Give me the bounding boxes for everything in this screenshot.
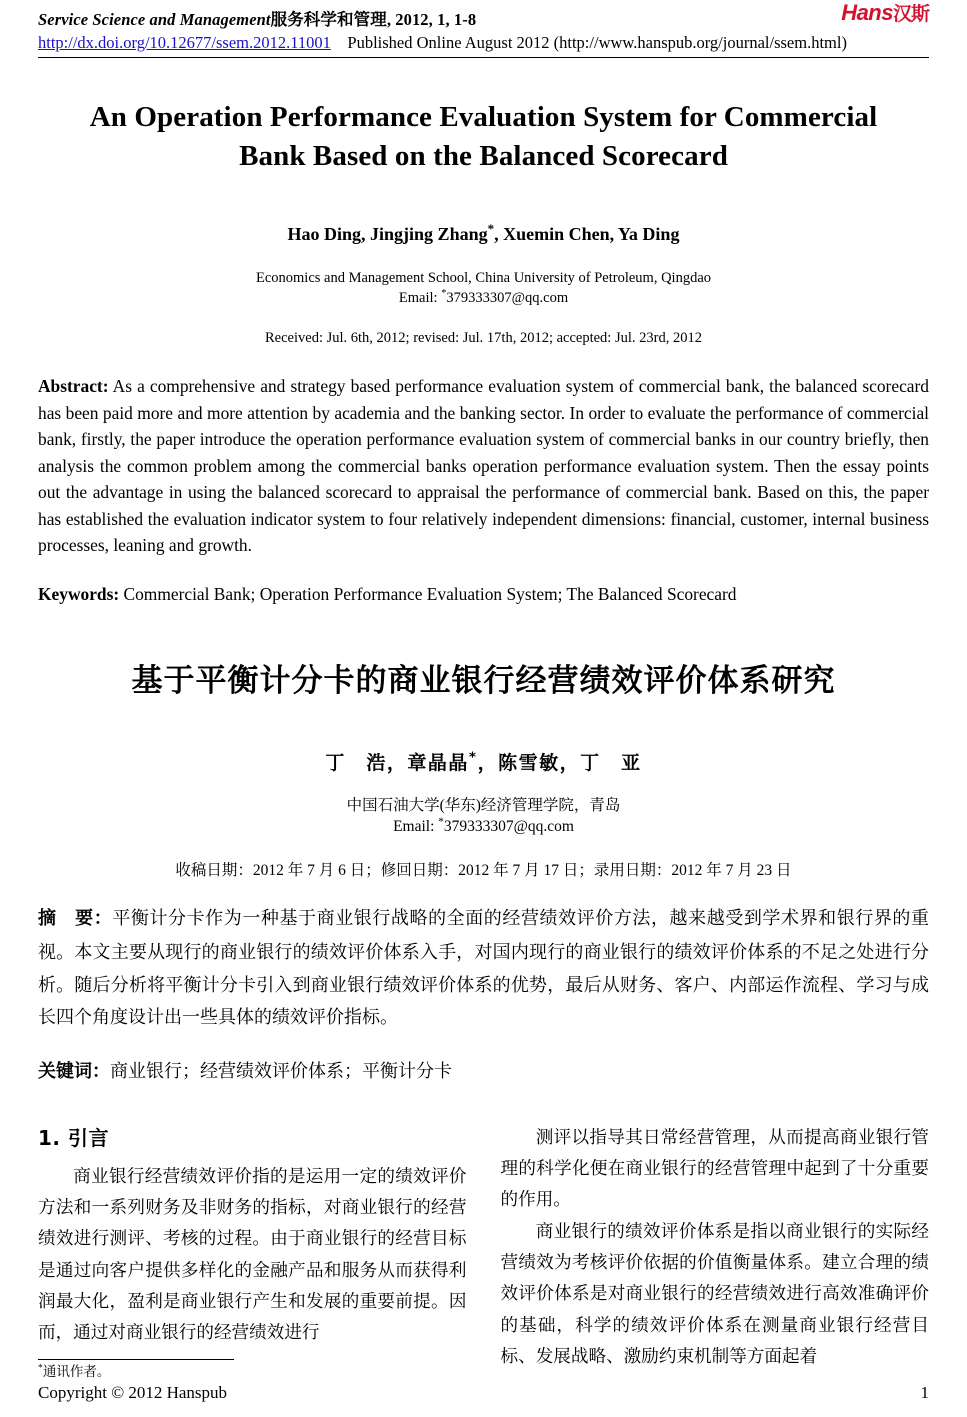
authors-cn-pre: 丁 浩，章晶晶 xyxy=(325,751,469,774)
footnote xyxy=(38,1363,467,1382)
page-title-cn: 基于平衡计分卡的商业银行经营绩效评价体系研究 xyxy=(131,662,836,699)
paragraph-left-1: 商业银行经营绩效评价指的是运用一定的绩效评价方法和一系列财务及非财务的指标，对商业银行的经营绩效进行测评、考核的过程。由于商业银行的经营目标是通过向客户提供多样化的金融产品和服务从而获得利润最大化，盈利是商业银行产生和发展的重要前提。因而，通过对商业银行的经营绩效进行 xyxy=(38,1165,467,1343)
authors-cn xyxy=(38,748,929,775)
header-divider xyxy=(38,57,929,58)
footnote-star-marker: * xyxy=(38,1362,43,1374)
affiliation-en-text: Economics and Management School, China University of Petroleum, Qingdao xyxy=(255,270,712,287)
abstract-en xyxy=(38,373,929,558)
email-address-cn: 379333307@qq.com xyxy=(443,818,574,836)
email-line-cn xyxy=(38,816,929,838)
keywords-cn xyxy=(38,1056,929,1088)
footnote-divider xyxy=(38,1359,234,1360)
paragraph-right-1: 测评以指导其日常经营管理，从而提高商业银行管理的科学化便在商业银行的经营管理中起到了十分重要的作用。 xyxy=(500,1126,929,1210)
footnote-text: 通讯作者。 xyxy=(42,1363,111,1379)
email-label-en: Email: xyxy=(398,289,442,306)
page-number: 1 xyxy=(920,1383,929,1402)
journal-title-en: Service Science and Management xyxy=(38,10,271,29)
body-columns xyxy=(38,1122,929,1382)
authors-en-post: , Xuemin Chen, Ya Ding xyxy=(494,224,680,245)
affiliation-cn-text: 中国石油大学(华东)经济管理学院，青岛 xyxy=(346,796,621,814)
email-star-marker-cn: * xyxy=(438,816,444,829)
running-header xyxy=(38,0,929,58)
keywords-body-cn: 商业银行；经营绩效评价体系；平衡计分卡 xyxy=(110,1061,452,1082)
published-online-text: Published Online August 2012 (http://www.hanspub.org/journal/ssem.html) xyxy=(347,33,847,52)
keywords-label-cn: 关键词： xyxy=(38,1061,110,1083)
column-right xyxy=(501,1122,930,1382)
brand-name-cn: 汉斯 xyxy=(892,4,929,25)
keywords-en xyxy=(38,581,929,607)
abstract-body-cn: 平衡计分卡作为一种基于商业银行战略的全面的经营绩效评价方法，越来越受到学术界和银行界的重视。本文主要从现行的商业银行的绩效评价体系入手，对国内现行的商业银行的绩效评价体系的不足之处进行分析。随后分析将平衡计分卡引入到商业银行绩效评价体系的优势，最后从财务、客户、内部运作流程、学习与成长四个角度设计出一些具体的绩效评价指标。 xyxy=(38,908,930,1028)
email-line-en xyxy=(38,289,929,309)
affiliation-en xyxy=(38,269,929,308)
brand-name-en: Hans xyxy=(841,0,893,25)
page-footer xyxy=(38,1383,929,1403)
abstract-cn xyxy=(38,902,929,1034)
hanspub-logo xyxy=(841,2,929,24)
dates-en: Received: Jul. 6th, 2012; revised: Jul. 17th, 2012; accepted: Jul. 23rd, 2012 xyxy=(265,330,702,347)
copyright-text: Copyright © 2012 Hanspub xyxy=(38,1383,228,1402)
email-label-cn: Email: xyxy=(393,818,439,836)
dates-cn: 收稿日期：2012 年 7 月 6 日；修回日期：2012 年 7 月 17 日；录用日期：2012 年 7 月 23 日 xyxy=(175,862,792,880)
abstract-label-en: Abstract: xyxy=(38,376,109,397)
journal-title-cn: 服务科学和管理 xyxy=(270,10,387,29)
page-title-en: An Operation Performance Evaluation System for Commercial Bank Based on the Balanced Scorecard xyxy=(89,101,878,173)
abstract-body-en: As a comprehensive and strategy based performance evaluation system of commercial bank, the balanced scorecard has been paid more and more attention by academia and the banking sector. In order to evaluate the performance of commercial bank, firstly, the paper introduce the operation performance evaluation system of commercial banks in our country briefly, then analysis the common problem among the commercial banks operation performance evaluation system. Then the essay points out the advantage in using the balanced scorecard to appraisal the performance of commercial bank. Based on this, the paper has established the evaluation indicator system to four relatively independent dimensions: financial, customer, internal business processes, leaning and growth. xyxy=(38,376,929,556)
section-heading-1: 1. 引言 xyxy=(38,1125,109,1150)
journal-issue: , 2012, 1, 1-8 xyxy=(386,10,477,29)
column-left xyxy=(38,1122,467,1382)
paragraph-right-2: 商业银行的绩效评价体系是指以商业银行的实际经营绩效为考核评价依据的价值衡量体系。建立合理的绩效评价体系是对商业银行的经营绩效进行高效准确评价的基础，科学的绩效评价体系在测量商业银行经营目标、发展战略、激励约束机制等方面起着 xyxy=(500,1220,929,1366)
doi-link[interactable]: http://dx.doi.org/10.12677/ssem.2012.11001 xyxy=(38,33,331,52)
corresponding-author-marker-cn: * xyxy=(468,749,478,766)
email-address-en: 379333307@qq.com xyxy=(446,289,569,306)
keywords-label-en: Keywords: xyxy=(38,583,120,604)
abstract-label-cn: 摘 要： xyxy=(38,908,113,930)
keywords-body-en: Commercial Bank; Operation Performance Evaluation System; The Balanced Scorecard xyxy=(119,583,737,604)
authors-en-pre: Hao Ding, Jingjing Zhang xyxy=(287,224,488,245)
journal-title-line xyxy=(38,6,929,30)
doi-line xyxy=(38,33,929,53)
affiliation-cn xyxy=(38,795,929,838)
corresponding-author-marker: * xyxy=(487,221,495,237)
email-star-marker: * xyxy=(441,288,447,300)
authors-cn-post: ，陈雪敏，丁 亚 xyxy=(477,751,642,774)
authors-en xyxy=(38,221,929,245)
